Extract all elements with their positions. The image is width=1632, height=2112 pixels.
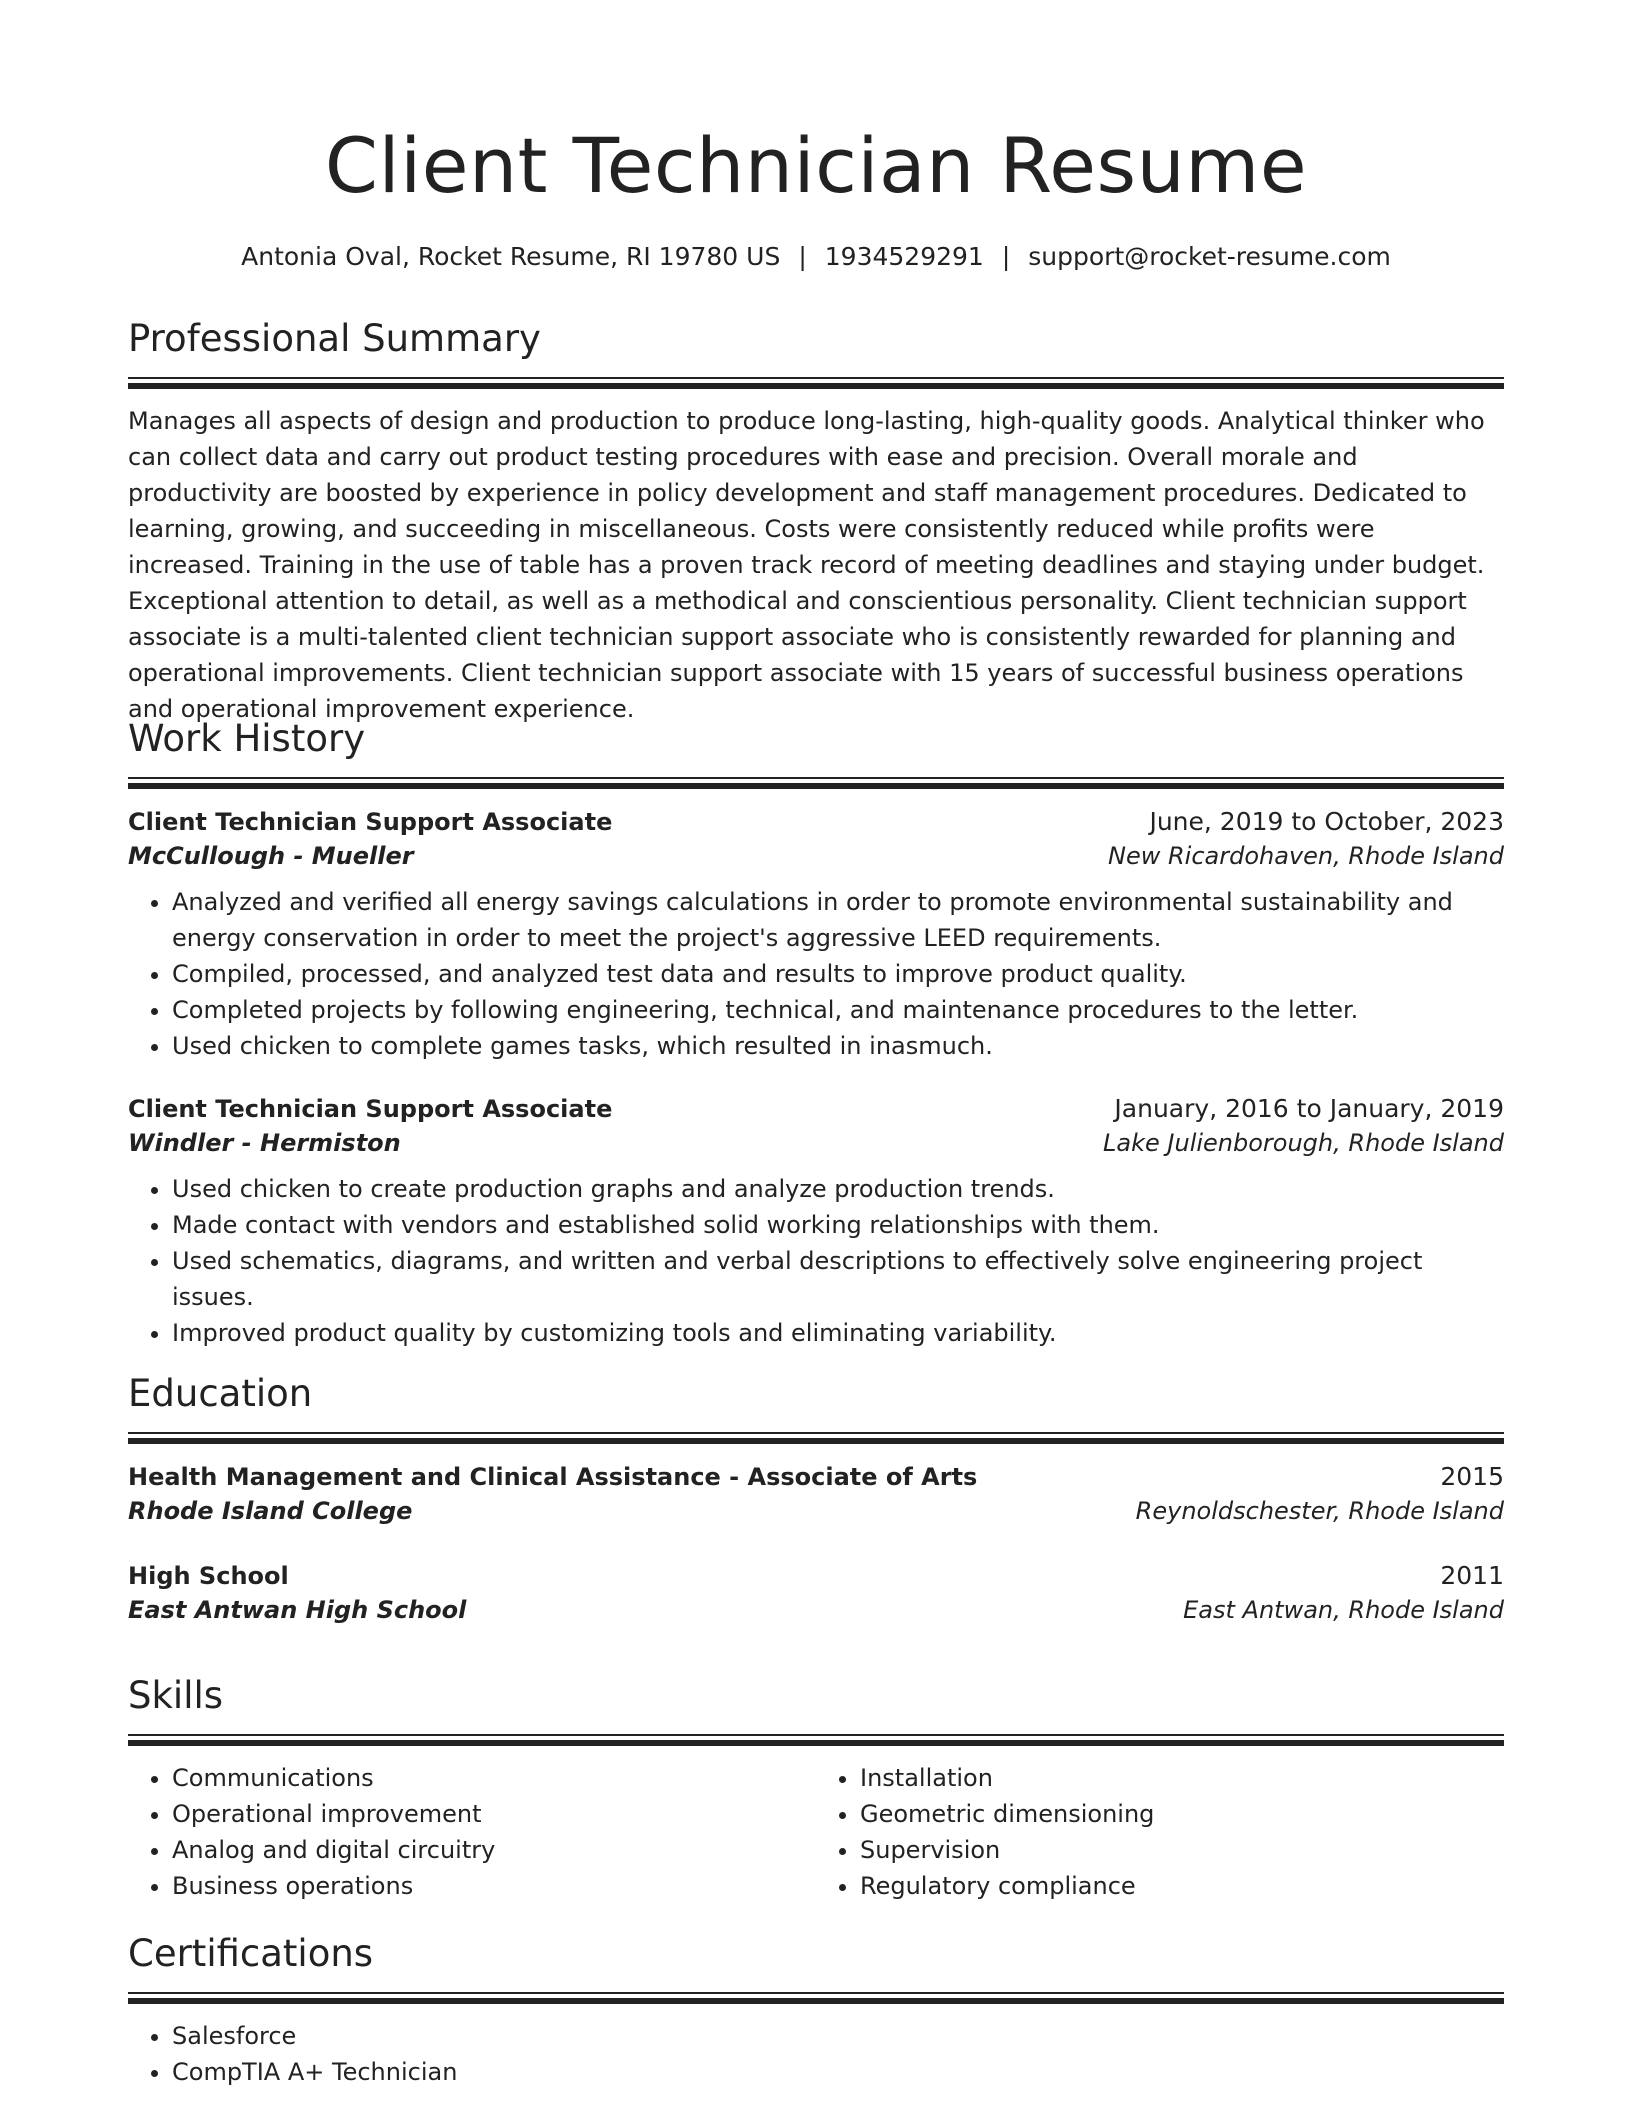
education-school-row (128, 1497, 1504, 1525)
contact-separator: | (1001, 242, 1011, 271)
list-item: • Business operations (172, 1868, 816, 1904)
job-company: Windler - Hermiston (128, 1129, 401, 1157)
list-item: • Regulatory compliance (860, 1868, 1504, 1904)
certifications-section (128, 1932, 1504, 2090)
education-header-row (128, 1561, 1504, 1590)
job-company-row (128, 842, 1504, 870)
education-entry (128, 1561, 1504, 1624)
section-heading: Work History (128, 717, 366, 760)
job-dates: January, 2016 to January, 2019 (1114, 1094, 1504, 1123)
section-divider (128, 1734, 1504, 1746)
summary-text: Manages all aspects of design and production to produce long-lasting, high-quality goods. Analytical thinker who can collect data and carry out product testing procedures with ease and precision. Overall morale and productivity are boosted by experience in policy development and staff management procedures. Dedicated to learning, growing, and succeeding in miscellaneous. Costs were consistently reduced while profits were increased. Training in the use of table has a proven track record of meeting deadlines and staying under budget. Exceptional attention to detail, as well as a methodical and conscientious personality. Client technician support associate is a multi-talented client technician support associate who is consistently rewarded for planning and operational improvements. Client technician support associate with 15 years of successful business operations and operational improvement experience. (128, 407, 1485, 723)
contact-email: support@rocket-resume.com (1028, 242, 1391, 271)
list-item: • Made contact with vendors and established solid working relationships with them. (172, 1207, 1504, 1243)
list-item: • Compiled, processed, and analyzed test data and results to improve product quality. (172, 956, 1504, 992)
school-name: Rhode Island College (128, 1497, 413, 1525)
list-item: • Used chicken to create production graphs and analyze production trends. (172, 1171, 1504, 1207)
education-school-row (128, 1596, 1504, 1624)
skills-grid (128, 1760, 1504, 1904)
degree: High School (128, 1562, 289, 1590)
list-item: • Installation (860, 1760, 1504, 1796)
section-divider (128, 1992, 1504, 2004)
job-title: Client Technician Support Associate (128, 808, 613, 836)
education-entry (128, 1462, 1504, 1525)
job-entry (128, 1094, 1504, 1351)
school-location: East Antwan, Rhode Island (1183, 1596, 1504, 1624)
graduation-year: 2015 (1440, 1462, 1504, 1491)
job-entry (128, 807, 1504, 1064)
section-heading: Professional Summary (128, 317, 541, 360)
section-divider (128, 1432, 1504, 1444)
skills-list-left (128, 1760, 816, 1904)
contact-phone: 1934529291 (824, 242, 984, 271)
certifications-list (128, 2018, 1504, 2090)
page-title: Client Technician Resume (324, 121, 1308, 210)
job-title: Client Technician Support Associate (128, 1095, 613, 1123)
graduation-year: 2011 (1440, 1561, 1504, 1590)
job-dates: June, 2019 to October, 2023 (1149, 807, 1504, 836)
section-heading: Certifications (128, 1932, 374, 1975)
education-section (128, 1372, 1504, 1624)
list-item: • Used schematics, diagrams, and written and verbal descriptions to effectively solve engineering project issues. (172, 1243, 1504, 1315)
degree: Health Management and Clinical Assistance - Associate of Arts (128, 1463, 978, 1491)
job-header-row (128, 807, 1504, 836)
work-history-section (128, 717, 1504, 1351)
school-location: Reynoldschester, Rhode Island (1135, 1497, 1504, 1525)
skills-list-right (816, 1760, 1504, 1904)
contact-separator: | (798, 242, 807, 271)
list-item: • Operational improvement (172, 1796, 816, 1832)
list-item: • Used chicken to complete games tasks, which resulted in inasmuch. (172, 1028, 1504, 1064)
job-location: New Ricardohaven, Rhode Island (1108, 842, 1504, 870)
list-item: • Salesforce (172, 2018, 1504, 2054)
education-header-row (128, 1462, 1504, 1491)
list-item: • Analyzed and verified all energy savings calculations in order to promote environmental sustainability and energy conservation in order to meet the project's aggressive LEED requirements. (172, 884, 1504, 956)
section-divider (128, 777, 1504, 789)
contact-line (128, 242, 1504, 271)
job-company: McCullough - Mueller (128, 842, 414, 870)
job-company-row (128, 1129, 1504, 1157)
list-item: • CompTIA A+ Technician (172, 2054, 1504, 2090)
list-item: • Communications (172, 1760, 816, 1796)
job-header-row (128, 1094, 1504, 1123)
job-bullets (128, 1171, 1504, 1351)
list-item: • Analog and digital circuitry (172, 1832, 816, 1868)
list-item: • Completed projects by following engineering, technical, and maintenance procedures to the letter. (172, 992, 1504, 1028)
contact-address: Antonia Oval, Rocket Resume, RI 19780 US (241, 242, 781, 271)
section-heading: Skills (128, 1674, 224, 1717)
summary-section (128, 317, 1504, 727)
section-heading: Education (128, 1372, 313, 1415)
list-item: • Supervision (860, 1832, 1504, 1868)
school-name: East Antwan High School (128, 1596, 467, 1624)
job-bullets (128, 884, 1504, 1064)
list-item: • Geometric dimensioning (860, 1796, 1504, 1832)
skills-section (128, 1674, 1504, 1904)
list-item: • Improved product quality by customizing tools and eliminating variability. (172, 1315, 1504, 1351)
job-location: Lake Julienborough, Rhode Island (1103, 1129, 1504, 1157)
section-divider (128, 377, 1504, 389)
